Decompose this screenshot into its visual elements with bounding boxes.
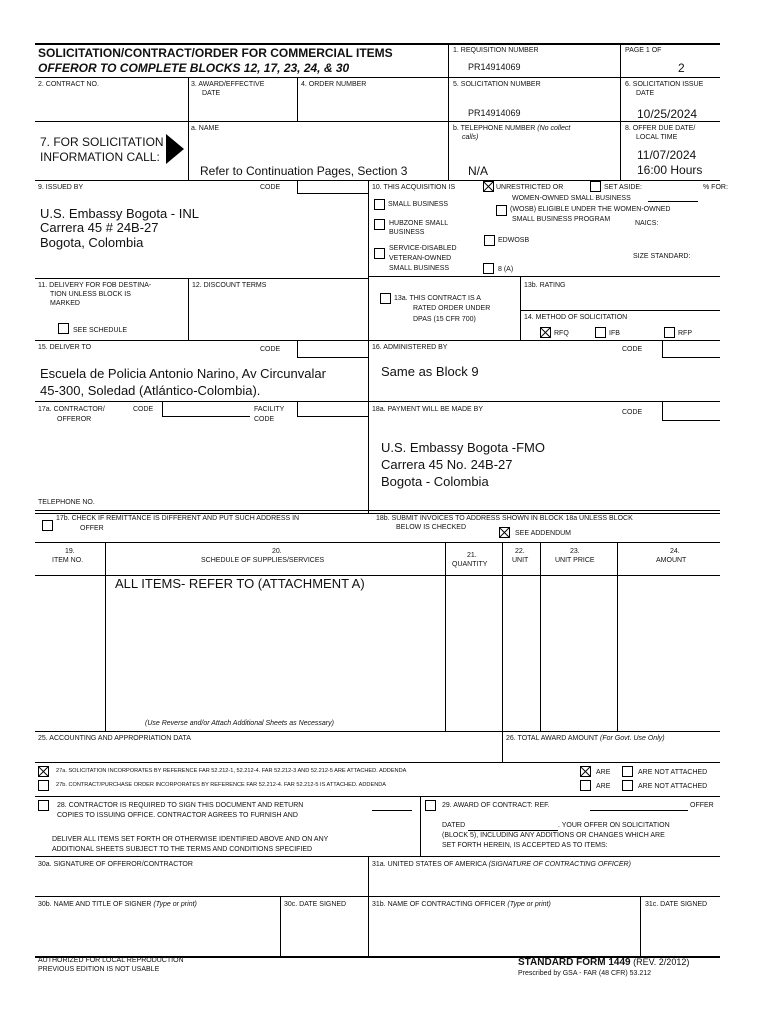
order-number-label: 4. ORDER NUMBER (301, 81, 367, 88)
rule (35, 340, 720, 341)
method-label: 14. METHOD OF SOLICITATION (524, 314, 628, 321)
rule (368, 276, 720, 277)
facility-code-field[interactable] (297, 401, 368, 417)
col-amount-num: 24. (670, 548, 680, 555)
form-name: STANDARD FORM 1449 (518, 957, 631, 968)
issued-by-label: 9. ISSUED BY (38, 184, 84, 191)
contractor-sign-checkbox[interactable] (38, 800, 49, 811)
phone-note-2: calls) (462, 134, 479, 141)
col-quantity-header: QUANTITY (452, 561, 488, 568)
administered-by-code-field[interactable] (662, 340, 720, 358)
rule (35, 401, 720, 402)
administered-by-label: 16. ADMINISTERED BY (372, 344, 448, 351)
eight-a-checkbox[interactable] (483, 263, 494, 274)
block29-line2: . YOUR OFFER ON SOLICITATION (558, 822, 670, 829)
deliver-to-code-label: CODE (260, 346, 281, 353)
sdvosb-label-3: SMALL BUSINESS (389, 265, 450, 272)
issue-date[interactable]: 10/25/2024 (637, 107, 698, 121)
clause-27b-text: 27b. CONTRACT/PURCHASE ORDER INCORPORATES BY REFERENCE FAR 52.212-4. FAR 52.212-5 IS ATTACHED. ADDENDA (56, 782, 387, 788)
issued-by-code-field[interactable] (297, 180, 368, 194)
block29-dated: DATED (442, 822, 466, 829)
rfp-checkbox[interactable] (664, 327, 675, 338)
rule (188, 278, 189, 340)
payment-line2: Carrera 45 No. 24B-27 (381, 457, 513, 472)
payment-label: 18a. PAYMENT WILL BE MADE BY (372, 406, 483, 413)
col-supplies-header: SCHEDULE OF SUPPLIES/SERVICES (201, 557, 325, 564)
submit-invoices-label: 18b. SUBMIT INVOICES TO ADDRESS SHOWN IN BLOCK 18a UNLESS BLOCK (376, 515, 633, 522)
rfq-checkbox[interactable] (540, 327, 551, 338)
award-date-label: 3. AWARD/EFFECTIVE (191, 81, 265, 88)
issued-by-code-label: CODE (260, 184, 281, 191)
col-unit-price-header: UNIT PRICE (555, 557, 595, 564)
contractor-label-2: OFFEROR (57, 416, 92, 423)
27b-are-label: ARE (596, 783, 611, 790)
issue-date-label-2: DATE (636, 90, 655, 97)
remittance-checkbox[interactable] (42, 520, 53, 531)
size-standard-label: SIZE STANDARD: (633, 253, 691, 260)
wosb-label-2: (WOSB) ELIGIBLE UNDER THE WOMEN-OWNED (510, 206, 671, 213)
info-call-label: 7. FOR SOLICITATION (40, 135, 164, 149)
issue-date-label: 6. SOLICITATION ISSUE (625, 81, 704, 88)
accounting-label: 25. ACCOUNTING AND APPROPRIATION DATA (38, 735, 191, 742)
administered-by-value: Same as Block 9 (381, 364, 479, 379)
fob-label-3: MARKED (50, 300, 80, 307)
usa-signature-label (372, 861, 631, 868)
set-aside-checkbox[interactable] (590, 181, 601, 192)
arrow-right-icon (166, 134, 184, 164)
set-aside-label: SET ASIDE: (604, 184, 642, 191)
submit-invoices-label-2: BELOW IS CHECKED (396, 524, 467, 531)
administered-by-code-label: CODE (622, 346, 643, 353)
usa-signature-label-text: 31a. UNITED STATES OF AMERICA (372, 861, 487, 868)
total-award-label-text: 26. TOTAL AWARD AMOUNT (506, 735, 599, 742)
col-item-num: 19. (65, 548, 75, 555)
fob-label-2: TION UNLESS BLOCK IS (50, 291, 131, 298)
co-name-label (372, 901, 551, 908)
discount-terms-label: 12. DISCOUNT TERMS (192, 282, 267, 289)
col-quantity-num: 21. (467, 552, 477, 559)
form-title: SOLICITATION/CONTRACT/ORDER FOR COMMERCIAL ITEMS (38, 46, 393, 60)
27b-are-not-label: ARE NOT ATTACHED (638, 783, 708, 790)
rule (620, 43, 621, 180)
block28-line2: COPIES TO ISSUING OFFICE. CONTRACTOR AGREES TO FURNISH AND (57, 812, 298, 819)
phone-number[interactable]: N/A (468, 164, 489, 178)
rating-label: 13b. RATING (524, 282, 566, 289)
pct-for-label: % FOR: (703, 184, 728, 191)
rated-order-label: 13a. THIS CONTRACT IS A (394, 295, 481, 302)
form-revision: (REV. 2/2012) (633, 957, 690, 967)
small-business-checkbox[interactable] (374, 199, 385, 210)
rule (520, 276, 521, 340)
27b-are-not-checkbox[interactable] (622, 780, 633, 791)
schedule-footnote: (Use Reverse and/or Attach Additional Sheets as Necessary) (145, 720, 334, 727)
unrestricted-checkbox[interactable] (483, 181, 494, 192)
eight-a-label: 8 (A) (498, 266, 514, 273)
block29-line3: (BLOCK 5), INCLUDING ANY ADDITIONS OR CHANGES WHICH ARE (442, 832, 665, 839)
signer-name-label-text: 30b. NAME AND TITLE OF SIGNER (38, 901, 152, 908)
hubzone-checkbox[interactable] (374, 219, 385, 230)
naics-label: NAICS: (635, 220, 659, 227)
col-amount-header: AMOUNT (656, 557, 687, 564)
unrestricted-label: UNRESTRICTED OR (496, 184, 564, 191)
signer-name-label (38, 901, 197, 908)
issued-by-line1: U.S. Embassy Bogota - INL (40, 206, 199, 221)
contractor-code-label: CODE (133, 406, 154, 413)
edwosb-checkbox[interactable] (484, 235, 495, 246)
rule (35, 180, 720, 181)
facility-code-label: FACILITY (254, 406, 285, 413)
offer-ref-field[interactable] (590, 810, 688, 811)
payment-line1: U.S. Embassy Bogota -FMO (381, 440, 545, 455)
see-addendum-checkbox[interactable] (499, 527, 510, 538)
wosb-label: WOMEN-OWNED SMALL BUSINESS (512, 195, 631, 202)
deliver-to-label: 15. DELIVER TO (38, 344, 92, 351)
col-item-header: ITEM NO. (52, 557, 84, 564)
27a-are-label: ARE (596, 769, 611, 776)
award-date-label-2: DATE (202, 90, 221, 97)
rfq-label: RFQ (554, 330, 569, 337)
offeror-date-signed-label: 30c. DATE SIGNED (284, 901, 347, 908)
block29-line4: SET FORTH HEREIN, IS ACCEPTED AS TO ITEMS: (442, 842, 608, 849)
copies-field[interactable] (372, 810, 412, 811)
co-date-signed-label: 31c. DATE SIGNED (645, 901, 708, 908)
offer-date-field[interactable] (468, 830, 558, 831)
offer-due-label: 8. OFFER DUE DATE/ (625, 125, 696, 132)
27a-are-checkbox[interactable] (580, 766, 591, 777)
hubzone-label-2: BUSINESS (389, 229, 425, 236)
rule (35, 77, 720, 78)
col-supplies-num: 20. (272, 548, 282, 555)
remittance-label-2: OFFER (80, 525, 104, 532)
info-call-label-2: INFORMATION CALL: (40, 150, 160, 164)
rated-order-label-2: RATED ORDER UNDER (413, 305, 491, 312)
rule (35, 731, 720, 732)
co-name-note: (Type or print) (507, 901, 551, 908)
rule (35, 510, 368, 511)
rule (280, 896, 281, 956)
deliver-to-code-field[interactable] (297, 340, 368, 358)
acquisition-label: 10. THIS ACQUISITION IS (372, 184, 456, 191)
rule (35, 896, 720, 897)
col-unit-header: UNIT (512, 557, 529, 564)
rated-order-label-3: DPAS (15 CFR 700) (413, 316, 476, 323)
remittance-label: 17b. CHECK IF REMITTANCE IS DIFFERENT AND PUT SUCH ADDRESS IN (56, 515, 300, 522)
telephone-label: TELEPHONE NO. (38, 499, 95, 506)
rfp-label: RFP (678, 330, 692, 337)
block29-line1: 29. AWARD OF CONTRACT: REF. (442, 802, 550, 809)
rule (35, 856, 720, 857)
rule (617, 542, 618, 731)
col-unit-price-num: 23. (570, 548, 580, 555)
total-award-note: (For Govt. Use Only) (600, 735, 665, 742)
requisition-number[interactable]: PR14914069 (468, 62, 521, 72)
rule (105, 542, 106, 731)
block29-offer: OFFER (690, 802, 714, 809)
rule (640, 896, 641, 956)
fob-label: 11. DELIVERY FOR FOB DESTINA- (38, 282, 152, 289)
signer-name-note: (Type or print) (153, 901, 197, 908)
rule (368, 856, 369, 956)
page-label: PAGE 1 OF (625, 47, 662, 54)
rule (35, 121, 720, 122)
clause-27a-text: 27a. SOLICITATION INCORPORATES BY REFERENCE FAR 52.212-1, 52.212-4. FAR 52.212-3 AND 52.212-5 ARE ATTACHED. ADDENDA (56, 768, 407, 774)
offer-due-date[interactable]: 11/07/2024 (637, 148, 697, 162)
clause-27b-checkbox[interactable] (38, 780, 49, 791)
requisition-label: 1. REQUISITION NUMBER (453, 47, 539, 54)
name-label: a. NAME (191, 125, 220, 132)
rule (35, 796, 720, 797)
small-business-label: SMALL BUSINESS (388, 201, 449, 208)
phone-label (453, 125, 570, 132)
footer-reproduction: AUTHORIZED FOR LOCAL REPRODUCTION (38, 957, 184, 964)
solicitation-number[interactable]: PR14914069 (468, 108, 521, 118)
issued-by-line3: Bogota, Colombia (40, 235, 144, 250)
deliver-to-line2: 45-300, Soledad (Atlántico-Colombia). (40, 383, 261, 398)
usa-signature-note: (SIGNATURE OF CONTRACTING OFFICER) (488, 861, 631, 868)
payment-line3: Bogota - Colombia (381, 474, 489, 489)
payment-code-field[interactable] (662, 401, 720, 421)
total-award-label (506, 735, 665, 742)
pct-field[interactable] (648, 201, 698, 202)
see-addendum-label: SEE ADDENDUM (515, 530, 572, 537)
rule (35, 513, 720, 514)
form-top-border (35, 43, 720, 45)
col-unit-num: 22. (515, 548, 525, 555)
rule (368, 510, 720, 511)
rated-order-checkbox[interactable] (380, 293, 391, 304)
ifb-checkbox[interactable] (595, 327, 606, 338)
deliver-to-line1: Escuela de Policia Antonio Narino, Av Circunvalar (40, 366, 326, 381)
form-subtitle: OFFEROR TO COMPLETE BLOCKS 12, 17, 23, 24, & 30 (38, 61, 350, 75)
wosb-checkbox[interactable] (496, 205, 507, 216)
award-checkbox[interactable] (425, 800, 436, 811)
see-schedule-checkbox[interactable] (58, 323, 69, 334)
phone-label-text: b. TELEPHONE NUMBER (453, 125, 536, 132)
rule (448, 43, 449, 180)
offer-due-time[interactable]: 16:00 Hours (637, 163, 703, 177)
block28-line3: DELIVER ALL ITEMS SET FORTH OR OTHERWISE IDENTIFIED ABOVE AND ON ANY (52, 836, 329, 843)
rule (520, 310, 720, 311)
footer-previous-edition: PREVIOUS EDITION IS NOT USABLE (38, 966, 160, 973)
rule (540, 542, 541, 731)
contractor-label: 17a. CONTRACTOR/ (38, 406, 105, 413)
rule (35, 278, 368, 279)
form-number (518, 958, 689, 968)
block28-line4: ADDITIONAL SHEETS SUBJECT TO THE TERMS AND CONDITIONS SPECIFIED (52, 846, 313, 853)
27a-are-not-label: ARE NOT ATTACHED (638, 769, 708, 776)
wosb-label-3: SMALL BUSINESS PROGRAM (512, 216, 611, 223)
solicitation-number-label: 5. SOLICITATION NUMBER (453, 81, 541, 88)
facility-code-label-2: CODE (254, 416, 275, 423)
offer-due-label-2: LOCAL TIME (636, 134, 678, 141)
27b-are-checkbox[interactable] (580, 780, 591, 791)
block28-line1: 28. CONTRACTOR IS REQUIRED TO SIGN THIS DOCUMENT AND RETURN (57, 802, 304, 809)
contractor-code-field[interactable] (162, 401, 250, 417)
co-name-label-text: 31b. NAME OF CONTRACTING OFFICER (372, 901, 506, 908)
rule (297, 77, 298, 121)
offeror-signature-label: 30a. SIGNATURE OF OFFEROR/CONTRACTOR (38, 861, 193, 868)
sdvosb-label-2: VETERAN-OWNED (389, 255, 452, 262)
27a-are-not-checkbox[interactable] (622, 766, 633, 777)
payment-code-label: CODE (622, 409, 643, 416)
phone-note: (No collect (537, 125, 571, 132)
issued-by-line2: Carrera 45 # 24B-27 (40, 220, 159, 235)
ifb-label: IFB (609, 330, 620, 337)
see-schedule-label: SEE SCHEDULE (73, 327, 128, 334)
contact-name[interactable]: Refer to Continuation Pages, Section 3 (200, 164, 408, 178)
rule (445, 542, 446, 731)
contract-no-label: 2. CONTRACT NO. (38, 81, 99, 88)
sdvosb-checkbox[interactable] (374, 248, 385, 259)
rule (35, 762, 720, 763)
hubzone-label: HUBZONE SMALL (389, 220, 449, 227)
page-total: 2 (678, 61, 685, 75)
sdvosb-label: SERVICE-DISABLED (389, 245, 457, 252)
rule (188, 77, 189, 180)
schedule-content: ALL ITEMS- REFER TO (ATTACHMENT A) (115, 576, 365, 591)
rule (420, 796, 421, 856)
rule (368, 180, 369, 513)
prescribed-by: Prescribed by GSA - FAR (48 CFR) 53.212 (518, 970, 652, 977)
edwosb-label: EDWOSB (498, 237, 530, 244)
clause-27a-checkbox[interactable] (38, 766, 49, 777)
